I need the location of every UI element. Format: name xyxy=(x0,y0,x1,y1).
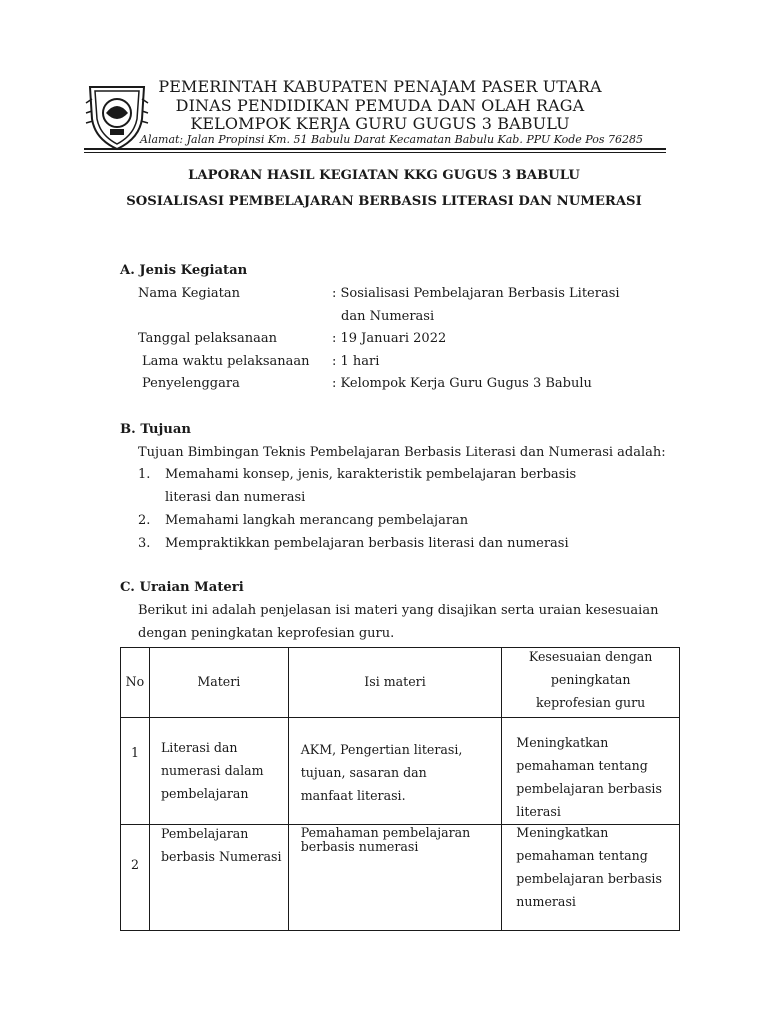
row-2-kesesuaian: Meningkatkan pemahaman tentang pembelajaran berbasis numerasi xyxy=(516,825,662,909)
header-isi-materi: Isi materi xyxy=(364,674,426,689)
kop-line-1: PEMERINTAH KABUPATEN PENAJAM PASER UTARA xyxy=(158,77,602,96)
tujuan-item-1-cont: literasi dan numerasi xyxy=(165,490,306,505)
value-tanggal: : 19 Januari 2022 xyxy=(332,331,447,346)
value-penyelenggara: : Kelompok Kerja Guru Gugus 3 Babulu xyxy=(332,376,592,391)
row-1-no: 1 xyxy=(130,745,139,760)
header-cell-materi xyxy=(149,648,288,718)
uraian-intro-line-2: dengan peningkatan keprofesian guru. xyxy=(138,626,395,641)
tujuan-num-2: 2. xyxy=(138,513,151,528)
header-cell-isi xyxy=(288,648,502,718)
section-c-heading: C. Uraian Materi xyxy=(120,580,244,595)
row-2-cell-kesesuaian xyxy=(502,825,680,931)
header-no: No xyxy=(125,674,145,689)
tujuan-item-3: Mempraktikkan pembelajaran berbasis literasi dan numerasi xyxy=(165,536,569,551)
tujuan-num-3: 3. xyxy=(138,536,151,551)
section-a-heading: A. Jenis Kegiatan xyxy=(120,263,248,278)
kop-alamat: Alamat: Jalan Propinsi Km. 51 Babulu Darat Kecamatan Babulu Kab. PPU Kode Pos 76285 xyxy=(140,133,644,146)
header-kesesuaian: Kesesuaian dengan peningkatan keprofesian guru xyxy=(528,649,653,710)
row-1-cell-isi xyxy=(288,718,502,825)
uraian-intro-line-1: Berikut ini adalah penjelasan isi materi yang disajikan serta uraian kesesuaian xyxy=(138,603,659,618)
row-1-kesesuaian: Meningkatkan pemahaman tentang pembelajaran berbasis literasi xyxy=(516,735,662,819)
value-lama-waktu: : 1 hari xyxy=(332,354,380,369)
value-nama-kegiatan: : Sosialisasi Pembelajaran Berbasis Literasi xyxy=(332,286,620,301)
row-2-no: 2 xyxy=(130,857,139,872)
row-2-cell-isi xyxy=(288,825,502,931)
row-2-cell-materi xyxy=(149,825,288,931)
tujuan-item-1: Memahami konsep, jenis, karakteristik pembelajaran berbasis xyxy=(165,467,577,482)
table-row xyxy=(121,718,680,825)
materi-table xyxy=(120,647,680,931)
section-b-heading: B. Tujuan xyxy=(120,422,192,437)
kop-line-2: DINAS PENDIDIKAN PEMUDA DAN OLAH RAGA xyxy=(175,96,585,115)
row-1-cell-no xyxy=(121,718,150,825)
row-2-cell-no xyxy=(121,825,150,931)
label-lama-waktu: Lama waktu pelaksanaan xyxy=(142,354,310,369)
tujuan-intro: Tujuan Bimbingan Teknis Pembelajaran Berbasis Literasi dan Numerasi adalah: xyxy=(138,445,666,460)
letterhead-rule-thick xyxy=(84,148,666,150)
row-1-materi: Literasi dan numerasi dalam pembelajaran xyxy=(160,740,264,801)
tujuan-item-2: Memahami langkah merancang pembelajaran xyxy=(165,513,469,528)
header-cell-no xyxy=(121,648,150,718)
letterhead-rule-thin xyxy=(84,152,666,153)
kop-line-3: KELOMPOK KERJA GURU GUGUS 3 BABULU xyxy=(190,114,570,133)
report-title: LAPORAN HASIL KEGIATAN KKG GUGUS 3 BABULU xyxy=(188,168,580,183)
table-row xyxy=(121,825,680,931)
label-nama-kegiatan: Nama Kegiatan xyxy=(138,286,240,301)
header-cell-kesesuaian xyxy=(502,648,680,718)
tujuan-num-1: 1. xyxy=(138,467,151,482)
label-tanggal: Tanggal pelaksanaan xyxy=(138,331,277,346)
value-nama-kegiatan-cont: dan Numerasi xyxy=(341,309,435,324)
table-header-row xyxy=(121,648,680,718)
row-1-isi: AKM, Pengertian literasi, tujuan, sasaran dan manfaat literasi. xyxy=(300,742,463,803)
report-subtitle: SOSIALISASI PEMBELAJARAN BERBASIS LITERASI DAN NUMERASI xyxy=(126,194,642,209)
row-1-cell-materi xyxy=(149,718,288,825)
header-materi: Materi xyxy=(197,674,241,689)
row-1-cell-kesesuaian xyxy=(502,718,680,825)
row-2-materi: Pembelajaran berbasis Numerasi xyxy=(160,826,282,864)
row-2-isi: Pemahaman pembelajaran berbasis numerasi xyxy=(300,825,471,854)
label-penyelenggara: Penyelenggara xyxy=(142,376,240,391)
